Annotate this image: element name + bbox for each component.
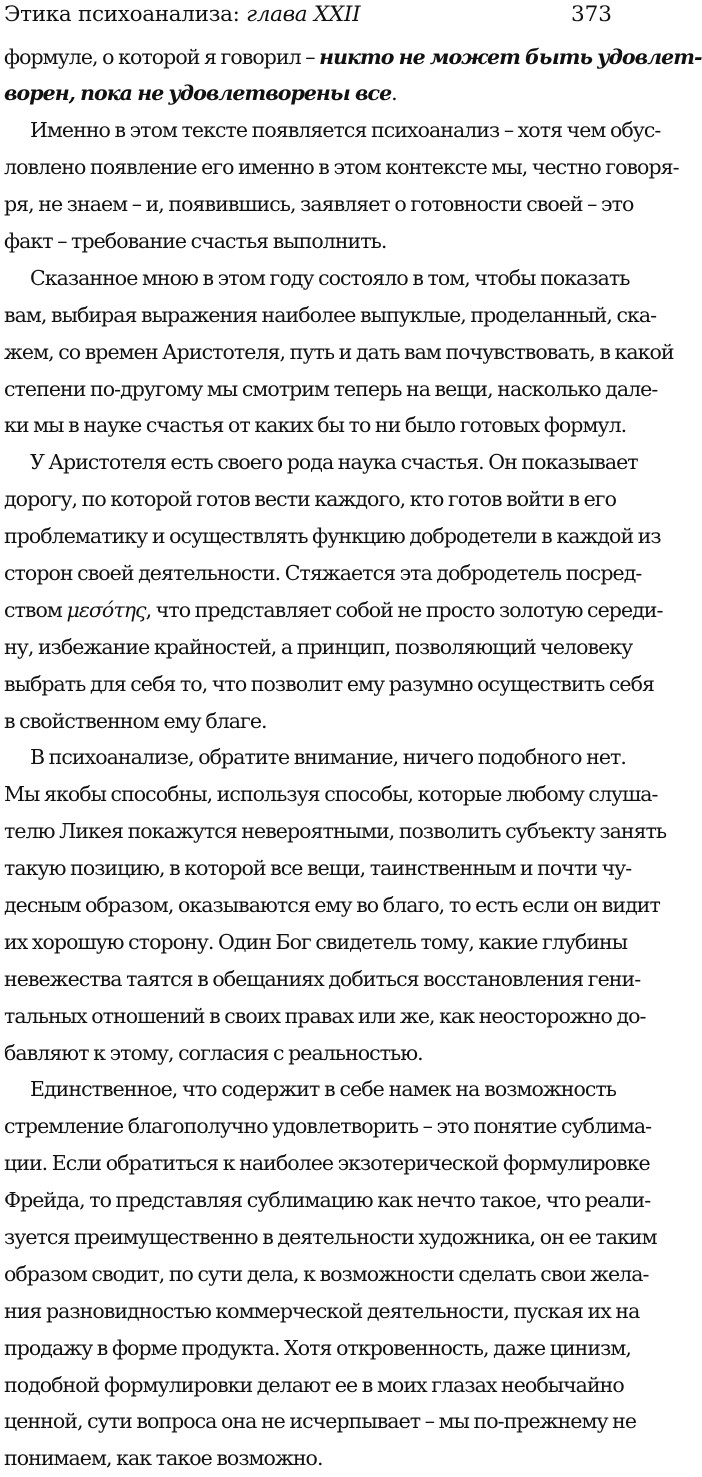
text-line: ством μεσότης, что представляет собой не просто золотую середи- [4,592,616,629]
text-line: образом сводит, по сути дела, к возможности сделать свои жела- [4,1256,616,1293]
italic-emphasis: никто не может быть удовлет- [319,45,701,69]
text-line: зуется преимущественно в деятельности художника, он ее таким [4,1219,616,1256]
running-title-italic: глава XXII [246,2,360,27]
text-line: ции. Если обратиться к наиболее экзотерической формулировке [4,1145,616,1182]
text-line: факт – требование счастья выполнить. [4,223,616,260]
text-line: ценной, сути вопроса она не исчерпывает – мы по-прежнему не [4,1403,616,1440]
text-line: понимаем, как такое возможно. [4,1440,616,1477]
text-line: Мы якобы способны, используя способы, которые любому слуша- [4,776,616,813]
text-line: ну, избежание крайностей, а принцип, позволяющий человеку [4,629,616,666]
text-line: вам, выбирая выражения наиболее выпуклые, проделанный, ска- [4,297,616,334]
text-line: подобной формулировки делают ее в моих глазах необычайно [4,1367,616,1404]
text-line: Сказанное мною в этом году состояло в том, чтобы показать [4,260,616,297]
text-line: формуле, о которой я говорил – никто не может быть удовлет- [4,39,616,76]
body-text [4,39,616,1477]
text-line: дорогу, по которой готов вести каждого, кто готов войти в его [4,481,616,518]
text-line: сторон своей деятельности. Стяжается эта добродетель посред- [4,555,616,592]
text-line: ря, не знаем – и, появившись, заявляет о готовности своей – это [4,186,616,223]
text-line: ловлено появление его именно в этом контексте мы, честно говоря- [4,149,616,186]
text-line: Именно в этом тексте появляется психоанализ – хотя чем обус- [4,112,616,149]
text-line: бавляют к этому, согласия с реальностью. [4,1035,616,1072]
text-line: проблематику и осуществлять функцию добродетели в каждой из [4,518,616,555]
text-line: Единственное, что содержит в себе намек на возможность [4,1071,616,1108]
greek-term: μεσότης [66,598,145,622]
text-line: Фрейда, то представляя сублимацию как нечто такое, что реали- [4,1182,616,1219]
text-line: ния разновидностью коммерческой деятельности, пуская их на [4,1293,616,1330]
running-header [4,2,616,32]
italic-emphasis: ворен, пока не удовлетворены все [4,81,391,105]
running-title-roman: Этика психоанализа: [4,2,246,27]
text-line: десным образом, оказываются ему во благо, то есть если он видит [4,887,616,924]
text-line: ворен, пока не удовлетворены все. [4,75,616,112]
text-line: стремление благополучно удовлетворить – это понятие сублима- [4,1108,616,1145]
page-number: 373 [571,2,612,28]
text-line: такую позицию, в которой все вещи, таинственным и почти чу- [4,850,616,887]
running-title [4,2,360,28]
text-line: в свойственном ему благе. [4,703,616,740]
text-line: ки мы в науке счастья от каких бы то ни было готовых формул. [4,407,616,444]
text-line: телю Ликея покажутся невероятными, позволить субъекту занять [4,813,616,850]
text-line: тальных отношений в своих правах или же, как неосторожно до- [4,998,616,1035]
text-line: степени по-другому мы смотрим теперь на вещи, насколько дале- [4,371,616,408]
text-line: их хорошую сторону. Один Бог свидетель тому, какие глубины [4,924,616,961]
text-line: продажу в форме продукта. Хотя откровенность, даже цинизм, [4,1330,616,1367]
book-page [4,0,616,1103]
text-line: невежества таятся в обещаниях добиться восстановления гени- [4,961,616,998]
text-line: В психоанализе, обратите внимание, ничего подобного нет. [4,739,616,776]
text-line: жем, со времен Аристотеля, путь и дать вам почувствовать, в какой [4,334,616,371]
text-line: выбрать для себя то, что позволит ему разумно осуществить себя [4,666,616,703]
text-line: У Аристотеля есть своего рода наука счастья. Он показывает [4,444,616,481]
